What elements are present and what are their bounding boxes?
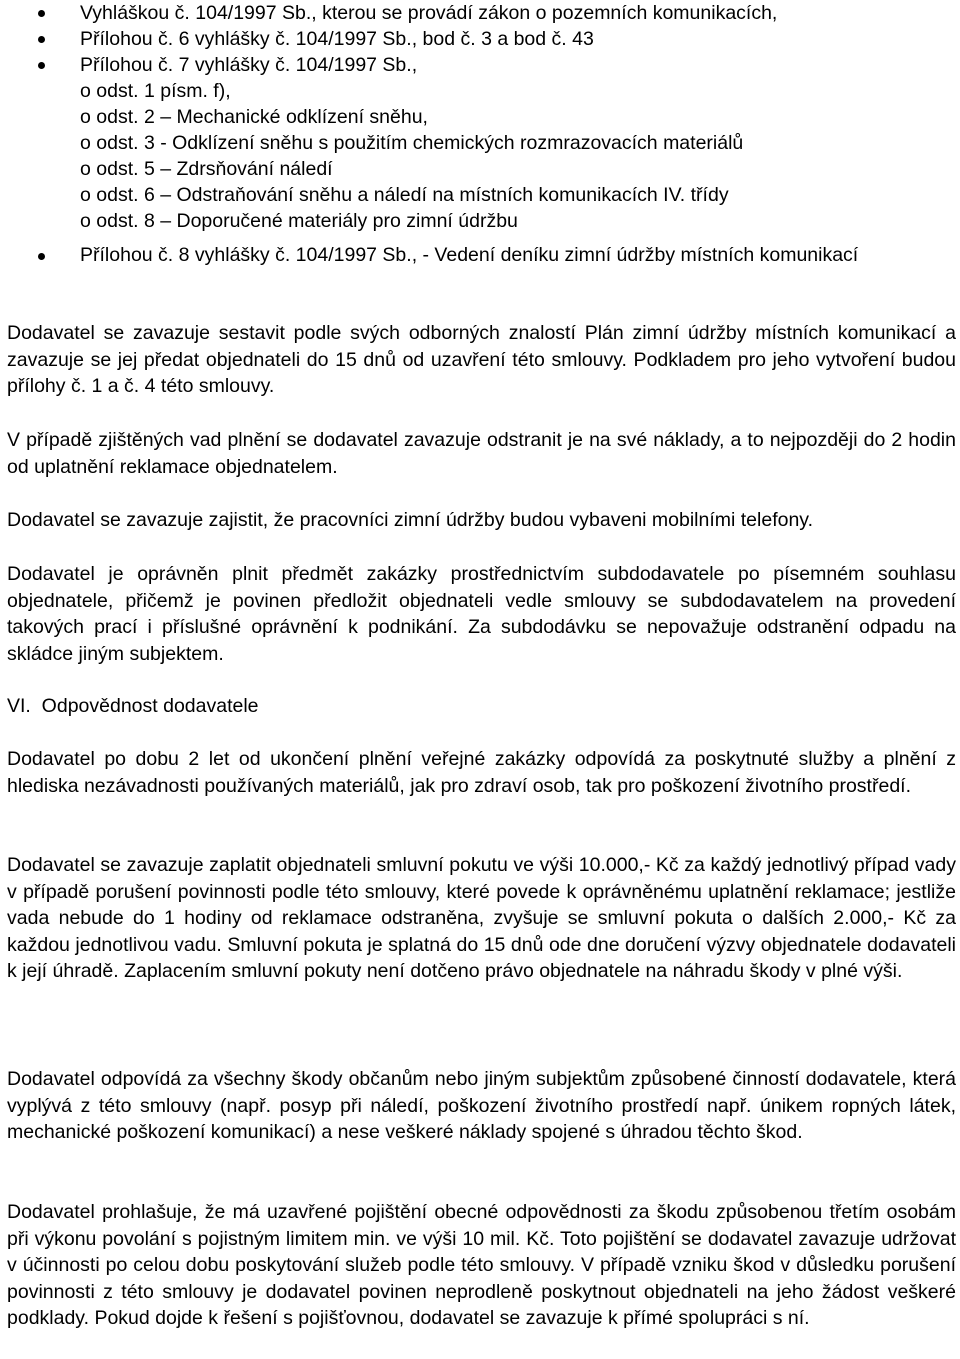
- bullet-icon: [38, 36, 45, 43]
- paragraph-plan: Dodavatel se zavazuje sestavit podle svých odborných znalostí Plán zimní údržby místních komunikací a zavazuje se jej předat objednateli do 15 dnů od uzavření této smlouvy. Podkladem pro jeho vytvoření budou přílohy č. 1 a č. 4 této smlouvy.: [7, 322, 956, 398]
- list-item-text: Přílohou č. 6 vyhlášky č. 104/1997 Sb., bod č. 3 a bod č. 43: [80, 28, 594, 50]
- paragraph-damages: Dodavatel odpovídá za všechny škody občanům nebo jiným subjektům způsobené činností dodavatele, která vyplývá z této smlouvy (např. posyp při náledí, poškození životního prostředí např. únikem ropných látek, mechanické poškození komunikací) a nese veškeré náklady spojené s úhradou těchto škod.: [7, 1068, 956, 1144]
- list-item-text: Přílohou č. 7 vyhlášky č. 104/1997 Sb.,: [80, 54, 418, 76]
- section-heading: VI. Odpovědnost dodavatele: [7, 695, 259, 717]
- paragraph-phones: Dodavatel se zavazuje zajistit, že pracovníci zimní údržby budou vybaveni mobilními telefony.: [7, 509, 814, 531]
- sub-item: o odst. 8 – Doporučené materiály pro zimní údržbu: [80, 210, 518, 232]
- bullet-icon: [38, 62, 45, 69]
- paragraph-warranty: Dodavatel po dobu 2 let od ukončení plnění veřejné zakázky odpovídá za poskytnuté služby a plnění z hlediska nezávadnosti používaných materiálů, jak pro zdraví osob, tak pro poškození životního prostředí.: [7, 748, 956, 797]
- bullet-icon: [38, 253, 45, 260]
- list-item-text: Přílohou č. 8 vyhlášky č. 104/1997 Sb., - Vedení deníku zimní údržby místních komunikací: [80, 244, 859, 266]
- paragraph-insurance: Dodavatel prohlašuje, že má uzavřené pojištění obecné odpovědnosti za škodu způsobenou třetím osobám při výkonu povolání s pojistným limitem min. ve výši 10 mil. Kč. Toto pojištění se dodavatel zavazuje udržovat v účinnosti po celou dobu poskytování služeb podle této smlouvy. V případě vzniku škod v důsledku porušení povinnosti z této smlouvy je dodavatel povinen neprodleně poskytnout objednateli na jeho žádost veškeré podklady. Pokud dojde k řešení s pojišťovnou, dodavatel se zavazuje k přímé spolupráci s ní.: [7, 1201, 956, 1330]
- sub-item: o odst. 5 – Zdrsňování náledí: [80, 158, 333, 180]
- sub-item: o odst. 6 – Odstraňování sněhu a náledí na místních komunikacích IV. třídy: [80, 184, 729, 206]
- sub-item: o odst. 3 - Odklízení sněhu s použitím chemických rozmrazovacích materiálů: [80, 132, 744, 154]
- paragraph-penalty: Dodavatel se zavazuje zaplatit objednateli smluvní pokutu ve výši 10.000,- Kč za každý jednotlivý případ vady v případě porušení povinnosti podle této smlouvy, které povede k oprávněnému uplatnění reklamace; jestliže vada nebude do 1 hodiny od reklamace odstraněna, zvyšuje se smluvní pokuta o dalších 2.000,- Kč za každou jednotlivou vadu. Smluvní pokuta je splatná do 15 dnů ode dne doručení výzvy objednatele dodavateli k její úhradě. Zaplacením smluvní pokuty není dotčeno právo objednatele na náhradu škody v plné výši.: [7, 854, 956, 983]
- paragraph-subcontractor: Dodavatel je oprávněn plnit předmět zakázky prostřednictvím subdodavatele po písemném souhlasu objednatele, přičemž je povinen předložit objednateli vedle smlouvy se subdodavatelem na provedení takových prací i příslušné oprávnění k podnikání. Za subdodávku se nepovažuje odstranění odpadu na skládce jiným subjektem.: [7, 563, 956, 665]
- sub-item: o odst. 1 písm. f),: [80, 80, 231, 102]
- bullet-icon: [38, 10, 45, 17]
- sub-item: o odst. 2 – Mechanické odklízení sněhu,: [80, 106, 428, 128]
- paragraph-defects: V případě zjištěných vad plnění se dodavatel zavazuje odstranit je na své náklady, a to nejpozději do 2 hodin od uplatnění reklamace objednatelem.: [7, 429, 956, 478]
- list-item-text: Vyhláškou č. 104/1997 Sb., kterou se provádí zákon o pozemních komunikacích,: [80, 2, 778, 24]
